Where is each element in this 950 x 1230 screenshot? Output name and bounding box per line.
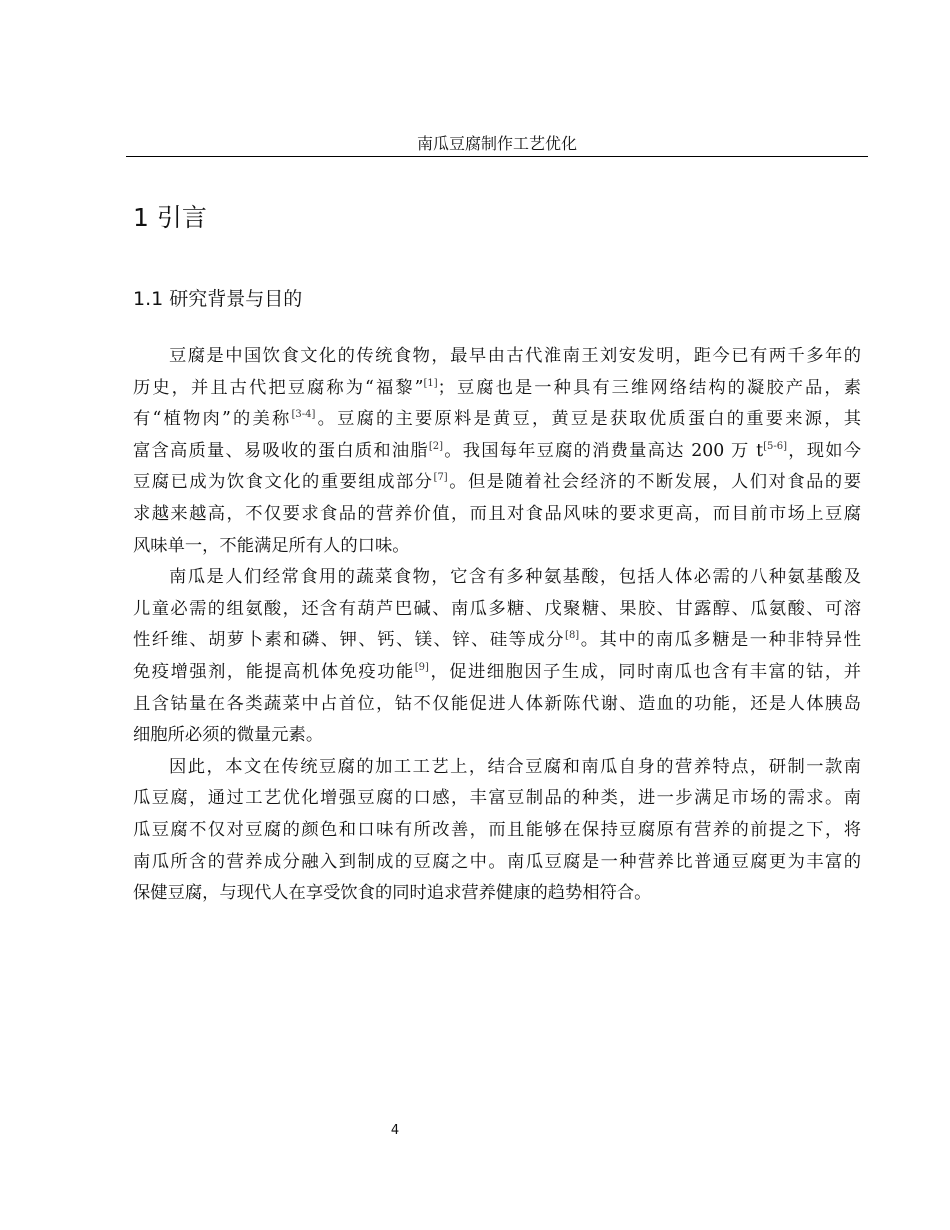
citation: [9] — [414, 661, 429, 673]
text-line — [133, 341, 861, 373]
paragraph — [133, 562, 861, 752]
text-line — [133, 878, 861, 910]
line-text: 求越来越高，不仅要求食品的营养价值，而且对食品风味的要求更高，而目前市场上豆腐 — [133, 503, 861, 524]
line-text: 。我国每年豆腐的消费量高达 200 万 t — [443, 440, 764, 461]
citation: [8] — [565, 630, 580, 642]
text-line — [133, 531, 861, 563]
citation: [3-4] — [291, 409, 316, 421]
text-line — [133, 847, 861, 879]
line-text: 南瓜所含的营养成分融入到制成的豆腐之中。南瓜豆腐是一种营养比普通豆腐更为丰富的 — [133, 851, 861, 872]
line-text: 细胞所必须的微量元素。 — [133, 725, 324, 746]
line-text: 。但是随着社会经济的不断发展，人们对食品的要 — [447, 472, 861, 493]
page-number: 4 — [390, 1123, 400, 1138]
line-text: ，现如今 — [787, 440, 861, 461]
line-text: 儿童必需的组氨酸，还含有葫芦巴碱、南瓜多糖、戊聚糖、果胶、甘露醇、瓜氨酸、可溶 — [133, 598, 861, 619]
citation: [5-6] — [763, 440, 788, 452]
text-line — [133, 752, 861, 784]
section-heading: 1 引言 — [133, 203, 207, 232]
paragraph — [133, 341, 861, 562]
citation: [2] — [428, 440, 444, 452]
running-header: 南瓜豆腐制作工艺优化 — [416, 134, 577, 153]
paragraph — [133, 752, 861, 910]
line-text: 且含钴量在各类蔬菜中占首位，钴不仅能促进人体新陈代谢、造血的功能，还是人体胰岛 — [133, 693, 861, 714]
line-text: 免疫增强剂，能提高机体免疫功能 — [133, 661, 415, 682]
text-line — [133, 689, 861, 721]
line-text: 。其中的南瓜多糖是一种非特异性 — [579, 630, 861, 651]
subsection-heading: 1.1 研究背景与目的 — [133, 288, 303, 310]
text-line — [133, 657, 861, 689]
line-text: 有“植物肉”的美称 — [133, 409, 292, 430]
line-text: ，促进细胞因子生成，同时南瓜也含有丰富的钴，并 — [428, 661, 861, 682]
line-text: 风味单一，不能满足所有人的口味。 — [133, 535, 410, 556]
line-text: 性纤维、胡萝卜素和磷、钾、钙、镁、锌、硅等成分 — [133, 630, 566, 651]
line-text: 保健豆腐，与现代人在享受饮食的同时追求营养健康的趋势相符合。 — [133, 883, 652, 904]
line-text: 因此，本文在传统豆腐的加工工艺上，结合豆腐和南瓜自身的营养特点，研制一款南 — [169, 756, 861, 777]
text-line — [133, 404, 861, 436]
citation: [7] — [433, 472, 448, 484]
text-line — [133, 783, 861, 815]
text-line — [133, 720, 861, 752]
line-text: 南瓜是人们经常食用的蔬菜食物，它含有多种氨基酸，包括人体必需的八种氨基酸及 — [169, 567, 861, 588]
line-text: ；豆腐也是一种具有三维网络结构的凝胶产品，素 — [437, 377, 861, 398]
header-rule — [126, 156, 868, 157]
line-text: 豆腐已成为饮食文化的重要组成部分 — [133, 472, 434, 493]
text-line — [133, 373, 861, 405]
text-line — [133, 467, 861, 499]
line-text: 瓜豆腐不仅对豆腐的颜色和口味有所改善，而且能够在保持豆腐原有营养的前提之下，将 — [133, 819, 861, 840]
line-text: 瓜豆腐，通过工艺优化增强豆腐的口感，丰富豆制品的种类，进一步满足市场的需求。南 — [133, 788, 861, 809]
text-line — [133, 815, 861, 847]
line-text: 豆腐是中国饮食文化的传统食物，最早由古代淮南王刘安发明，距今已有两千多年的 — [169, 346, 861, 366]
text-line — [133, 594, 861, 626]
line-text: 。豆腐的主要原料是黄豆，黄豆是获取优质蛋白的重要来源，其 — [315, 409, 861, 430]
line-text: 历史，并且古代把豆腐称为“福黎” — [133, 377, 424, 398]
body-text — [133, 341, 861, 910]
citation: [1] — [423, 377, 438, 389]
text-line — [133, 436, 861, 468]
text-line — [133, 562, 861, 594]
text-line — [133, 499, 861, 531]
text-line — [133, 625, 861, 657]
line-text: 富含高质量、易吸收的蛋白质和油脂 — [133, 440, 429, 461]
